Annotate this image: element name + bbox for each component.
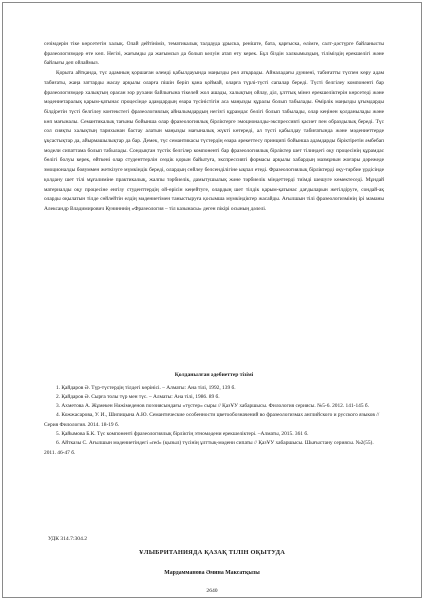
article-title: ҰЛЫБРИТАНИЯДА ҚАЗАҚ ТІЛІН ОҚЫТУДА [138,549,286,556]
reference-item: 3. Ахметова А. Жұмекен Нәжімеденов поэзиясындағы «түстер» сыры // ҚазҰУ хабаршысы. Филология сериясы. №5-6. 2012. 141-145 б. [56,403,369,410]
paragraph-2: Қорыта айтқанда, түс адамның қоршаған әлемді қабылдауында маңызды рөл атқарады. Айналадағы дүниені, табиғатты түспен көру адам табиғаты, жаңа заттарды жасау арқылы оларға пішін беріп қана қоймай, оларға түрлі-түсті сапалар береді. Түсті белгілеу компоненті бар фразеологизмдер халықтың орасан зор рухани байлығына тікелей жол ашады, халықтың ойлау, діл, ұлттық мінез ерекшеліктерін көрсетеді және мәдениетаралық қарым-қатынас процесінде адамдардың өзара түсіністігін аса маңызды құралы болып табылады. Өмірлік маңызды ұғымдарды білдіретін түсті белгілеу контекстегі фразеологиялық айналымдардың негізгі құрамдас бөлігі болып табылады, олар кеңінен қолданылады және көп мағыналы. Семантикалық тағыны бойынша олар фразеологиялық бірліктерге эмоционалды-экспрессивті қасиет пен образдылық береді. Түс сол сияқты халықтың тарихынан бастау алатын маңызды мағыналық жүкті көтереді, ал түсті қабылдау табиғатында және мәдениеттерде ұқсастықтар да, айырмашылықтар да бар. Демек, түс семантикасы түстердің өзара әрекеттесу принципі бойынша адамдарды біріктіретін әмбебап модели сипаттама болып табылады. Сондықтан түстік белгілер компоненті бар фразеологиялық бірліктер шет тілиндегі оқу процесінің құрамдас бөлігі болуы керек, өйткені олар студенттерлін сөздік қорын байытуға, экспрессивті формасы арқылы хабардың мазмұнын жоғары дәрежеде эмоционалды бояуммен жеткізуге мүмкіндік береді, олардың сөйлеу белсенділігіне ықпал етеді. Фразеологиялық бірліктерді оқу-тәрбие үрдісінде қолдану шет тілі мұғалиміне практикалық, жалпы тәрбиелік, дамытушылық және тәрбиелік міндеттерді тиімді шешуге көмектеседі. Мұндай материалды оқу процесіне енгізу студенттердің ой-өрісін кеңейтуге, олардың шет тілдік қарым-қатынас дағдыларын жетілдіруге, сондай-ақ оларды оқылатын тілде сөйлейтін елдің мәдениетімен таныстыруға қосымша мүмкіндіктер жасайды. Ағылшын тілі фразеологизмінің ірі маманы Александр Владимирович Кунинннің «Фразеология – тіл казынасы» деген пікірі осының дәлелі. [44,70,384,212]
page-number: 2640 [206,588,218,594]
reference-item: 5. Қайымова Б.К. Түс компоненті фразеологиялық бірліктің этномәдени ерекшеліктері. –Алматы, 2015. 361 б. [56,431,309,438]
udc-code: УДК 314.7:304.2 [48,536,88,542]
references-title: Қолданылған әдебиеттер тізімі [174,372,254,378]
reference-item: 1. Қайдаров Ә. Түр-түстердің тілдегі көрінісі. – Алматы: Ана тілі, 1992, 139 б. [56,384,236,391]
reference-item: 6. Айтказы С. Ағылшын мәдениетіндегі «red» (қызыл) түсінің ұлттық-мәдени сипаты // ҚазҰУ хабаршысы. Шығыстану сериясы. №2(55). 2011. 46-47 б. [44,440,374,456]
paragraph-1: сезімдерін тіке көрсететін халық. Олай дейтініміз, тематикалық талдауда ұрыска, реніште, бата, қарғыска, өлімге, салт-дәстүрге байланысты фразеологизмдер өте көп. Негізі, жағымды да жағымсыз да болып келуін атап өту керек. Бұл біздін халкымыздың, тіліміздің ерекшелігі және байлығы деп ойлаймыз. [44,41,384,67]
references-section [44,371,384,458]
author-name: Мардамманова Әмина Максатқызы [164,570,260,576]
body-text [44,40,384,215]
reference-item: 4. Кожжасарова, У. И., Шипицына А.Ю. Семантические особенности цветообозначений во фразеологизмах английского и русского языков // Серия Филология. 2014. 18-19 б. [44,412,380,428]
reference-item: 2. Қайдаров Ә. Сырға толы түр мен түс. – Алматы: Ана тілі, 1986. 89 б. [56,393,220,400]
